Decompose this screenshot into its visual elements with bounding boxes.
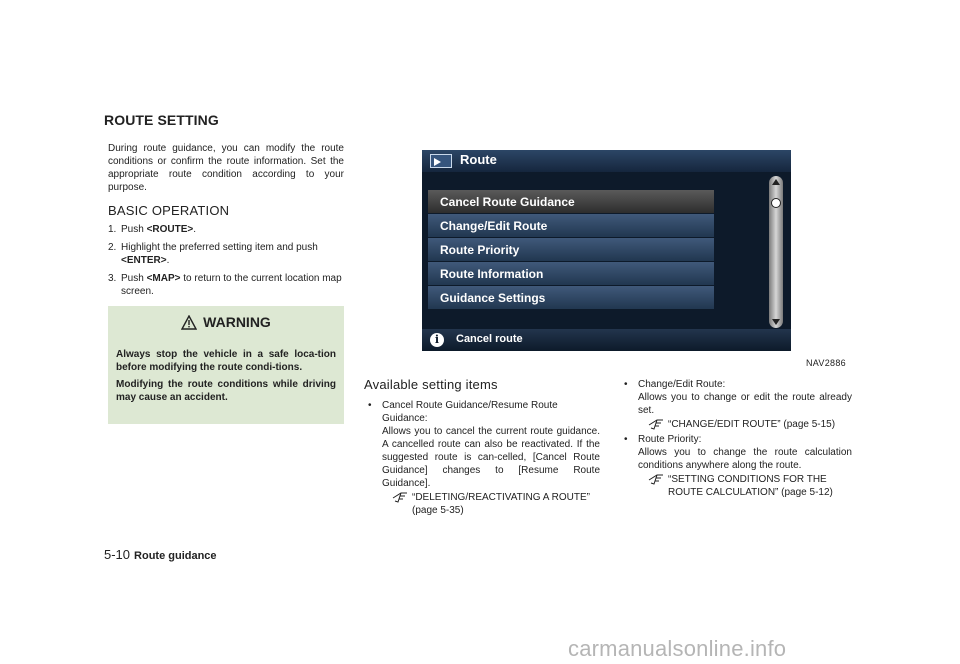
screen-footer	[422, 329, 791, 351]
scroll-down-arrow-icon	[772, 319, 780, 325]
available-items-heading: Available setting items	[364, 377, 498, 392]
warning-icon	[181, 315, 197, 333]
chapter-name: Route guidance	[134, 550, 217, 562]
pointing-hand-icon	[648, 473, 664, 489]
warning-box	[108, 306, 344, 424]
list-item: • Route Priority: Allows you to change the route calculation conditions anywhere along the route. “SETTING CONDITIONS FOR THE ROUTE CALCULATION” (page 5-12)	[624, 434, 852, 498]
step-item: 1. Push <ROUTE>.	[108, 224, 197, 235]
key-label: <ROUTE>	[146, 224, 194, 235]
screen-title: Route	[460, 152, 497, 167]
watermark: carmanualsonline.info	[568, 636, 787, 661]
steps-list	[108, 223, 344, 298]
screen-menu	[428, 190, 714, 310]
screen-scrollbar	[769, 176, 783, 328]
reference: “SETTING CONDITIONS FOR THE ROUTE CALCULATION” (page 5-12)	[638, 473, 852, 499]
list-item: • Change/Edit Route: Allows you to change or edit the route already set. “CHANGE/EDIT ROUTE” (page 5-15)	[620, 378, 852, 431]
screen-header	[422, 150, 791, 172]
right-column	[620, 378, 852, 501]
menu-item-change-edit-route: Change/Edit Route	[428, 214, 714, 238]
figure-id: NAV2886	[806, 358, 846, 368]
menu-item-route-information: Route Information	[428, 262, 714, 286]
intro-paragraph: During route guidance, you can modify the route conditions or confirm the route information. Set the appropriate route condition according to your purpose.	[108, 143, 344, 193]
step-item: 3. Push <MAP> to return to the current location map screen.	[108, 273, 342, 297]
step-item: 2. Highlight the preferred setting item and push <ENTER>.	[108, 242, 318, 266]
scroll-knob	[771, 198, 781, 208]
list-item: • Cancel Route Guidance/Resume Route Guidance: Allows you to cancel the current route guidance. A cancelled route can also be reactivated. If the suggested route is can-celled, [Cancel Route Guidance] changes to [Resume Route Guidance]. “DELETING/REACTIVATING A ROUTE” (page 5-35)	[368, 400, 600, 516]
route-icon	[430, 154, 452, 168]
reference: “DELETING/REACTIVATING A ROUTE” (page 5-35)	[382, 491, 600, 517]
reference: “CHANGE/EDIT ROUTE” (page 5-15)	[638, 418, 852, 431]
left-column	[108, 142, 344, 303]
page-footer	[104, 546, 217, 564]
middle-column	[364, 378, 600, 519]
warning-text: Always stop the vehicle in a safe loca-tion before modifying the route condi-tions. Modifying the route conditions while driving may cause an accident.	[116, 349, 336, 403]
scroll-up-arrow-icon	[772, 179, 780, 185]
page-number: 5-10	[104, 547, 131, 562]
section-title: ROUTE SETTING	[104, 112, 219, 128]
menu-item-route-priority: Route Priority	[428, 238, 714, 262]
settings-list-cont	[620, 378, 852, 499]
screen-hint: Cancel route	[456, 333, 523, 345]
key-label: <ENTER>	[121, 255, 167, 266]
warning-heading	[108, 314, 344, 333]
key-label: <MAP>	[146, 273, 181, 284]
basic-operation-heading: BASIC OPERATION	[108, 203, 230, 218]
nav-screen-figure	[422, 150, 791, 351]
warning-title: WARNING	[203, 314, 271, 330]
pointing-hand-icon	[648, 418, 664, 434]
pointing-hand-icon	[392, 491, 408, 507]
settings-list	[364, 399, 600, 517]
info-icon: i	[430, 333, 444, 347]
menu-item-guidance-settings: Guidance Settings	[428, 286, 714, 310]
menu-item-cancel-route-guidance: Cancel Route Guidance	[428, 190, 714, 214]
